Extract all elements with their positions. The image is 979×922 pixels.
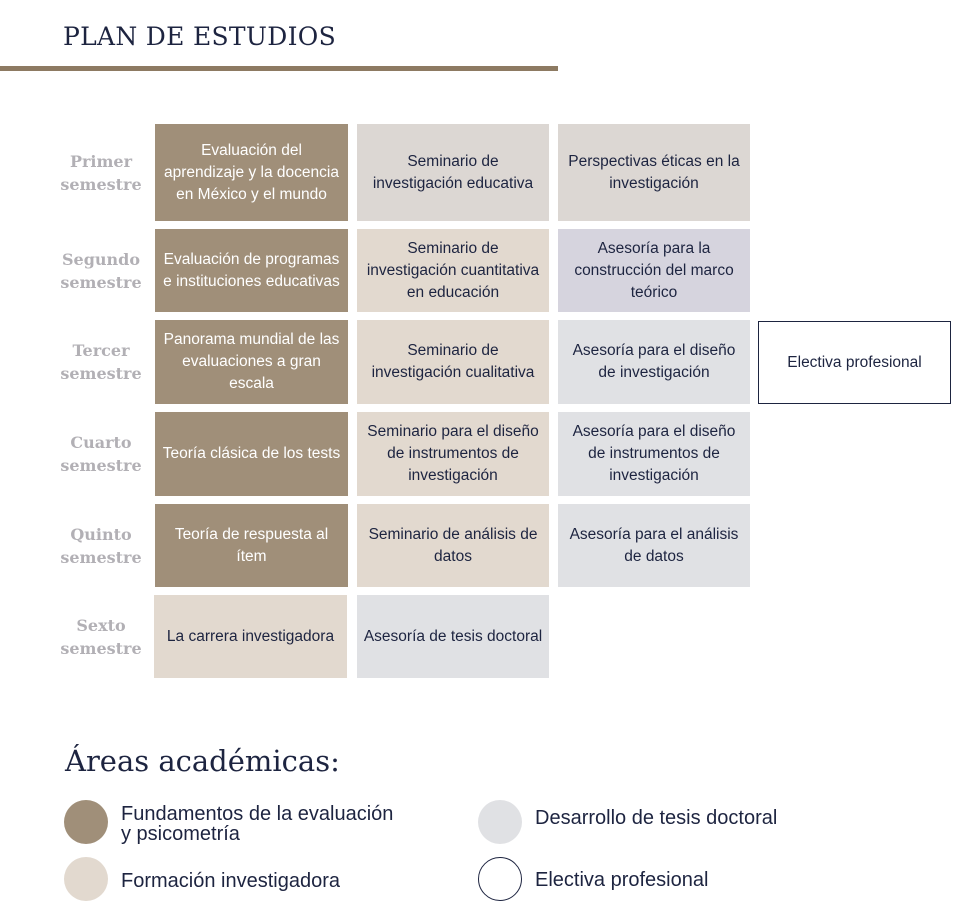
legend-label-tesis: Desarrollo de tesis doctoral: [535, 807, 778, 829]
course-card: Perspectivas éticas en la investigación: [558, 124, 750, 221]
course-card: Seminario para el diseño de instrumentos de investigación: [357, 412, 549, 496]
legend-swatch-formacion: [64, 857, 108, 901]
semester-label-line: semestre: [60, 638, 142, 658]
course-card: Asesoría para el diseño de investigación: [558, 320, 750, 404]
legend-label-line: y psicometría: [121, 823, 240, 845]
course-card: Asesoría de tesis doctoral: [357, 595, 549, 678]
title-divider: [0, 66, 558, 71]
semester-label-line: Tercer: [72, 341, 130, 360]
semester-label-6: [50, 595, 152, 678]
semester-label-4: [50, 412, 152, 496]
legend-label-fundamentos: [121, 804, 393, 844]
course-card: Evaluación del aprendizaje y la docencia en México y el mundo: [155, 124, 348, 221]
course-card: Panorama mundial de las evaluaciones a gran escala: [155, 320, 348, 404]
semester-label-line: semestre: [60, 272, 142, 292]
course-card: Teoría clásica de los tests: [155, 412, 348, 496]
course-card: Teoría de respuesta al ítem: [155, 504, 348, 587]
semester-label-line: semestre: [60, 456, 142, 475]
page-title: PLAN DE ESTUDIOS: [63, 22, 337, 51]
course-card: Seminario de análisis de datos: [357, 504, 549, 587]
semester-label-line: Cuarto: [70, 433, 132, 452]
elective-card: Electiva profesional: [758, 321, 951, 404]
semester-label-2: [50, 229, 152, 312]
semester-label-line: Sexto: [76, 615, 126, 635]
legend-swatch-fundamentos: [64, 800, 108, 844]
semester-label-5: [50, 504, 152, 587]
semester-label-line: semestre: [60, 364, 142, 383]
course-card: Asesoría para la construcción del marco teórico: [558, 229, 750, 312]
course-card: Seminario de investigación cualitativa: [357, 320, 549, 404]
course-card: Asesoría para el diseño de instrumentos de investigación: [558, 412, 750, 496]
semester-label-line: Primer: [69, 151, 133, 171]
legend-title: Áreas académicas:: [65, 744, 340, 778]
semester-label-line: Segundo: [61, 249, 141, 269]
legend-label-line: Fundamentos de la evaluación: [121, 803, 394, 825]
legend-swatch-tesis: [478, 800, 522, 844]
legend-label-electiva: Electiva profesional: [535, 869, 709, 891]
semester-label-line: Quinto: [70, 524, 132, 544]
legend-label-formacion: Formación investigadora: [121, 870, 340, 892]
semester-label-line: semestre: [60, 174, 142, 194]
legend-swatch-electiva: [478, 857, 522, 901]
course-card: Seminario de investigación cuantitativa en educación: [357, 229, 549, 312]
semester-label-3: [50, 320, 152, 404]
semester-label-1: [50, 124, 152, 221]
course-card: Evaluación de programas e instituciones educativas: [155, 229, 348, 312]
course-card: Seminario de investigación educativa: [357, 124, 549, 221]
course-card: La carrera investigadora: [154, 595, 347, 678]
course-card: Asesoría para el análisis de datos: [558, 504, 750, 587]
semester-label-line: semestre: [60, 547, 142, 567]
